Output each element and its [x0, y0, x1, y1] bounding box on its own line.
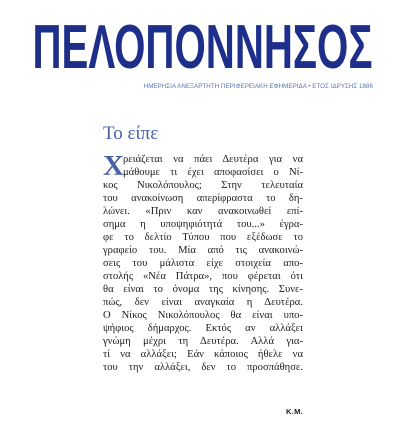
article-line: σημα η υποψηφιότητά του...» έγρα- — [103, 219, 303, 230]
article-dropcap: Χ — [103, 150, 124, 182]
article-line: γνώμη μέχρι τη Δευτέρα. Αλλά για- — [103, 336, 303, 347]
article-line: φε το δελτίο Τύπου που εξέδωσε το — [103, 232, 303, 243]
article-line: γραφείο του. Μία από τις ανακοινώ- — [103, 245, 303, 256]
article-line: θα είναι το όνομα της κίνησης. Συνε- — [103, 284, 303, 295]
article-line: μάθουμε τι έχει αποφασίσει ο Νί- — [123, 167, 303, 178]
article-line: ψήφιος δήμαρχος. Εκτός αν αλλάξει — [103, 323, 303, 334]
article-line: τί να αλλάξει; Εάν κάποιος ήθελε να — [103, 349, 303, 360]
article-title: Το είπε — [103, 123, 159, 144]
article-line: του την αλλάξει, δεν το προσπάθησε. — [103, 362, 303, 373]
newspaper-masthead — [0, 0, 405, 100]
article-line: πώς, δεν είναι αναγκαία η Δευτέρα. — [103, 297, 303, 308]
newspaper-logo-text: ΠΕΛΟΠΟΝΝΗΣΟΣ — [32, 16, 373, 76]
article-line: του ανακοίνωση απερίφραστα το δη- — [103, 193, 303, 204]
article-body — [103, 150, 303, 374]
article-line: λώνει. «Πριν καν ανακοινωθεί επί- — [103, 206, 303, 217]
article-line: ρειάζεται να πάει Δευτέρα για να — [123, 154, 303, 165]
article — [103, 124, 303, 374]
article-line: σεις του μάλιστα είχε στοιχεία απο- — [103, 258, 303, 269]
article-line: Ο Νίκος Νικολόπουλος θα είναι υπο- — [103, 310, 303, 321]
newspaper-logo-graphic — [30, 16, 375, 76]
article-signature: Κ.Μ. — [286, 407, 304, 416]
newspaper-logo — [30, 16, 375, 76]
newspaper-subtitle: ΗΜΕΡΗΣΙΑ ΑΝΕΞΑΡΤΗΤΗ ΠΕΡΙΦΕΡΕΙΑΚΗ ΕΦΗΜΕΡΙΔΑ • ΕΤΟΣ ΙΔΡΥΣΗΣ 1886 — [143, 83, 373, 90]
article-line: κος Νικολόπουλος; Στην τελευταία — [103, 180, 303, 191]
article-line: στολής «Νέα Πάτρα», που φέρεται ότι — [103, 271, 303, 282]
